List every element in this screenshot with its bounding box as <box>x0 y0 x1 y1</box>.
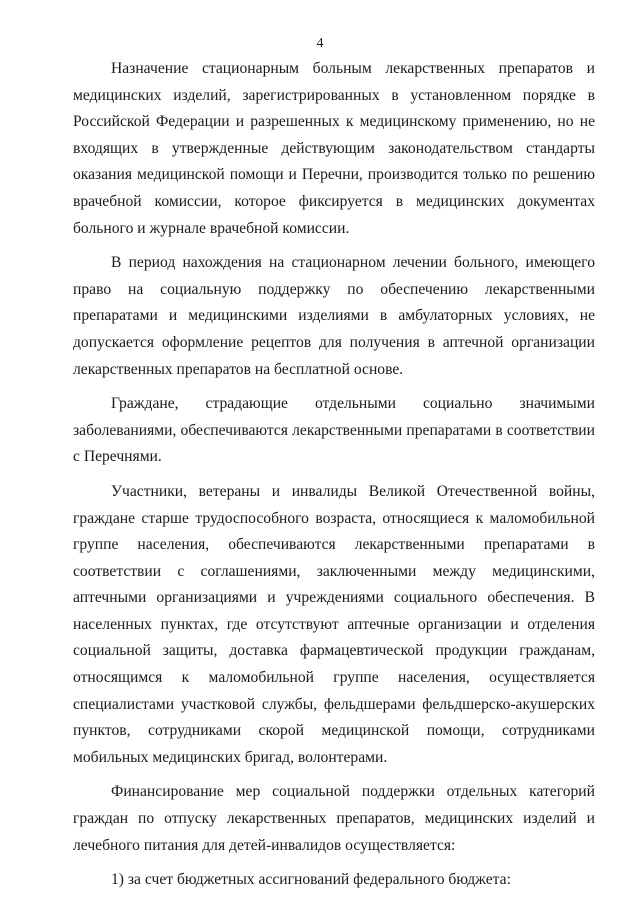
paragraph-financing: Финансирование мер социальной поддержки отдельных категорий граждан по отпуску лекарственных препаратов, медицинских изделий и лечебного питания для детей-инвалидов осуществляется: <box>73 783 595 854</box>
paragraph-prescription-committee: Назначение стационарным больным лекарственных препаратов и медицинских изделий, зарегистрированных в установленном порядке в Российской Федерации и разрешенных к медицинскому применению, но не входящих в утвержденные действующим законодательством стандарты оказания медицинской помощи и Перечни, производится только по решению врачебной комиссии, которое фиксируется в медицинских документах больного и журнале врачебной комиссии. <box>73 60 595 237</box>
page-number: 4 <box>316 36 324 51</box>
document-body <box>73 56 595 902</box>
paragraph-inpatient-period: В период нахождения на стационарном лечении больного, имеющего право на социальную поддержку по обеспечению лекарственными препаратами и медицинскими изделиями в амбулаторных условиях, не допускается оформление рецептов для получения в аптечной организации лекарственных препаратов на бесплатной основе. <box>73 254 595 378</box>
paragraph-war-veterans: Участники, ветераны и инвалиды Великой Отечественной войны, граждане старше трудоспособного возраста, относящиеся к маломобильной группе населения, обеспечиваются лекарственными препаратами в соответствии с соглашениями, заключенными между медицинскими, аптечными организациями и учреждениями социального обеспечения. В населенных пунктах, где отсутствуют аптечные организации и отделения социальной защиты, доставка фармацевтической продукции гражданам, относящимся к маломобильной группе населения, осуществляется специалистами участковой службы, фельдшерами фельдшерско-акушерских пунктов, сотрудниками скорой медицинской помощи, сотрудниками мобильных медицинских бригад, волонтерами. <box>73 482 595 766</box>
paragraph-socially-significant-diseases: Граждане, страдающие отдельными социально значимыми заболеваниями, обеспечиваются лекарственными препаратами в соответствии с Перечнями. <box>73 395 595 466</box>
paragraph-federal-budget: 1) за счет бюджетных ассигнований федерального бюджета: <box>111 871 511 889</box>
